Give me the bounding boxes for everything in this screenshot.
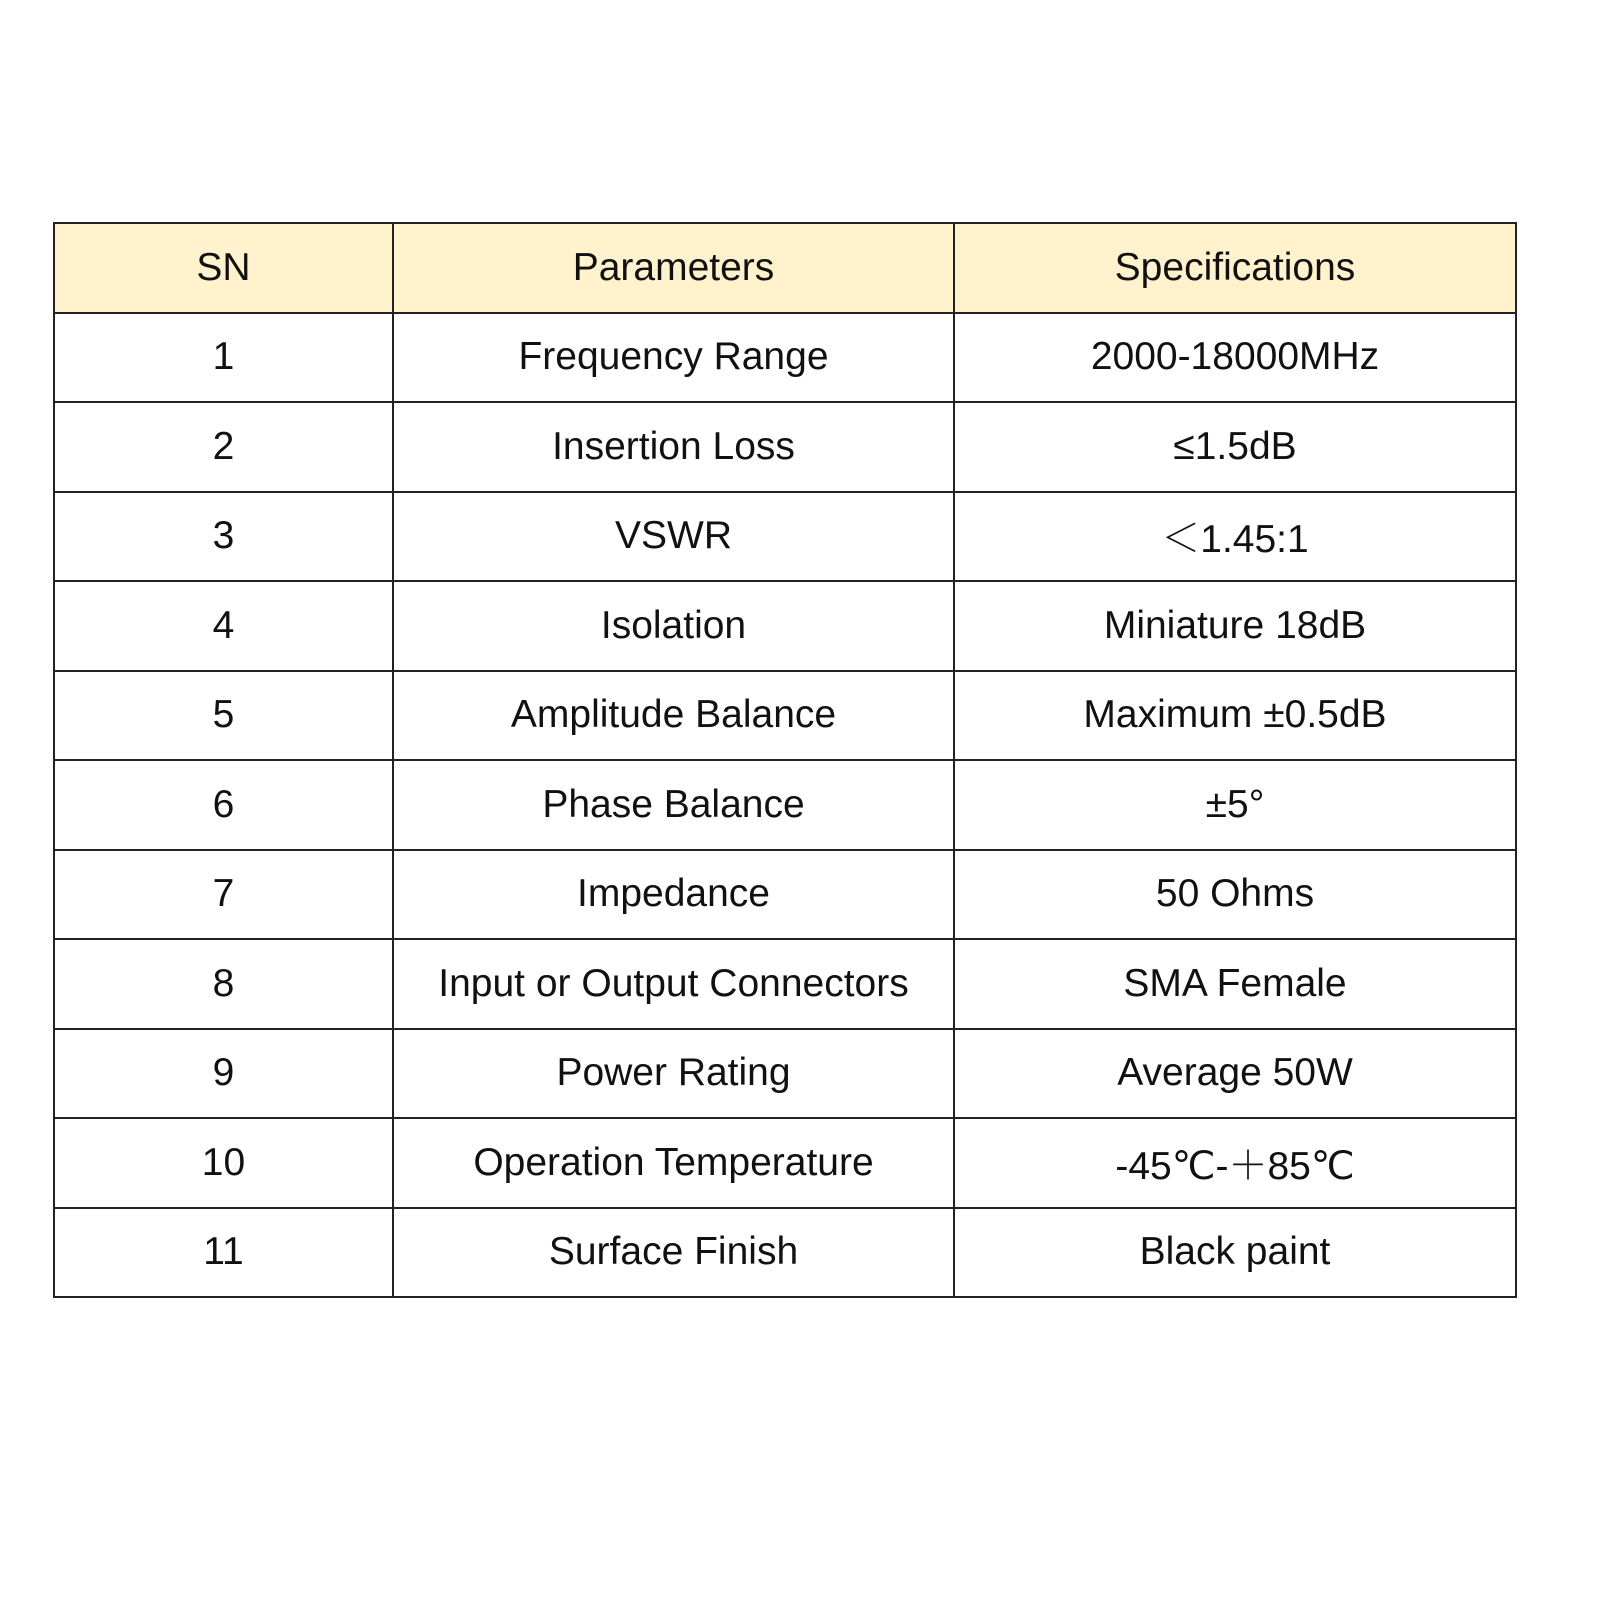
cell-specification: 50 Ohms — [954, 850, 1516, 940]
cell-parameter: Isolation — [393, 581, 954, 671]
cell-specification: ＜1.45:1 — [954, 492, 1516, 582]
cell-parameter: Input or Output Connectors — [393, 939, 954, 1029]
table-row — [54, 760, 1516, 850]
header-specifications: Specifications — [954, 223, 1516, 313]
cell-specification: Average 50W — [954, 1029, 1516, 1119]
table-row — [54, 1208, 1516, 1298]
header-sn: SN — [54, 223, 393, 313]
cell-specification: 2000-18000MHz — [954, 313, 1516, 403]
table-row — [54, 1118, 1516, 1208]
cell-sn: 10 — [54, 1118, 393, 1208]
spec-table — [53, 222, 1517, 1298]
cell-specification: SMA Female — [954, 939, 1516, 1029]
table-row — [54, 939, 1516, 1029]
header-row — [54, 223, 1516, 313]
cell-specification: -45℃-＋85℃ — [954, 1118, 1516, 1208]
cell-specification: Maximum ±0.5dB — [954, 671, 1516, 761]
cell-specification: Miniature 18dB — [954, 581, 1516, 671]
table-row — [54, 402, 1516, 492]
cell-parameter: Insertion Loss — [393, 402, 954, 492]
cell-parameter: VSWR — [393, 492, 954, 582]
table-row — [54, 850, 1516, 940]
table-row — [54, 581, 1516, 671]
cell-parameter: Operation Temperature — [393, 1118, 954, 1208]
cell-parameter: Impedance — [393, 850, 954, 940]
cell-parameter: Amplitude Balance — [393, 671, 954, 761]
cell-sn: 11 — [54, 1208, 393, 1298]
cell-parameter: Phase Balance — [393, 760, 954, 850]
cell-sn: 1 — [54, 313, 393, 403]
cell-specification: Black paint — [954, 1208, 1516, 1298]
cell-sn: 5 — [54, 671, 393, 761]
cell-parameter: Power Rating — [393, 1029, 954, 1119]
header-parameters: Parameters — [393, 223, 954, 313]
cell-specification: ≤1.5dB — [954, 402, 1516, 492]
cell-sn: 3 — [54, 492, 393, 582]
cell-sn: 8 — [54, 939, 393, 1029]
table-row — [54, 1029, 1516, 1119]
cell-sn: 9 — [54, 1029, 393, 1119]
cell-sn: 6 — [54, 760, 393, 850]
cell-sn: 4 — [54, 581, 393, 671]
cell-sn: 2 — [54, 402, 393, 492]
cell-parameter: Frequency Range — [393, 313, 954, 403]
cell-sn: 7 — [54, 850, 393, 940]
table-row — [54, 313, 1516, 403]
table-row — [54, 671, 1516, 761]
table-row — [54, 492, 1516, 582]
cell-specification: ±5° — [954, 760, 1516, 850]
cell-parameter: Surface Finish — [393, 1208, 954, 1298]
